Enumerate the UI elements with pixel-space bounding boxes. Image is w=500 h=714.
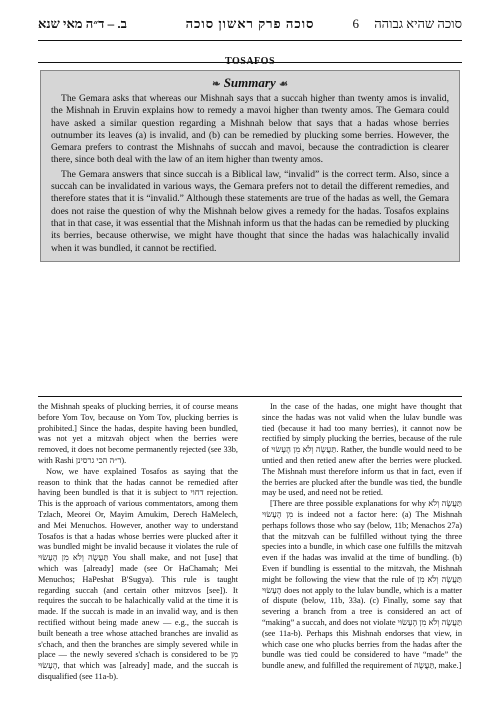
summary-paragraph: The Gemara answers that since succah is a Biblical law, “invalid” is the correct term. Also, since a succah can be invalidated in various ways, the Gemara prefers not to detail the different remedies, and therefore states that it is “invalid.” Although these statements are true of the hadas as well, the Gemara does not raise the question of why the Mishnah below gives a remedy for the hadas. Tosafos explains that in that case, it was essential that the Mishnah inform us that the hadas can be remedied by plucking its berries, because otherwise, we might have thought that since the hadas was halachically invalid when it was bundled, it cannot be rectified.: [51, 168, 449, 254]
header-center-title: סוכה פרק ראשון סוכה: [185, 16, 315, 31]
right-paragraph: In the case of the hadas, one might have thought that since the hadas was not valid when the lulav bundle was tied (because it had too many berries), it cannot now be rectified by simply plucking the berries, because of the rule of תַּעֲשֶׂה וְלֹא מִן הֶעָשׂוּי. Rather, the bundle would need to be untied and then retied anew after the berries were plucked. The Mishnah must therefore inform us that in fact, even if the berries are plucked after the bundle was tied, the bundle may be used, and need not be retied.: [262, 402, 462, 498]
summary-paragraph: The Gemara asks that whereas our Mishnah says that a succah higher than twenty amos is invalid, the Mishnah in Eruvin explains how to remedy a mavoi higher than twenty amos. The Gemara could have asked a similar question regarding a Mishnah below that says that a hadas whose berries outnumber its leaves (a) is invalid, and (b) can be remedied by plucking some berries. However, the Gemara prefers to contrast the Mishnahs of succah and mavoi, because the contradiction is clearer there, since both deal with the law of an item higher than twenty amos.: [51, 93, 449, 166]
ornament-left-icon: ❧: [212, 79, 221, 90]
running-header: [38, 16, 462, 36]
page-number: 6: [352, 16, 359, 31]
left-column: [38, 402, 238, 683]
header-left-reference: ב. – ד״ה מאי שנא: [38, 16, 127, 31]
summary-box: [40, 70, 460, 262]
header-right-hebrew: סוכה שהיא גבוהה: [374, 16, 462, 31]
section-label: TOSAFOS: [225, 56, 275, 67]
summary-title: [51, 75, 449, 91]
commentary-columns: [38, 402, 462, 702]
right-column: [262, 402, 462, 672]
commentary-rule: [38, 396, 462, 397]
summary-title-text: Summary: [223, 75, 276, 90]
left-paragraph: Now, we have explained Tosafos as saying that the reason to think that the hadas cannot be remedied after having been bundled is that it is subject to דחוי rejection. This is the approach of various commentators, among them Tzlach, Meorei Or, Mayim Amukim, Derech HaMelech, and Mei Menuchos. However, another way to understand Tosafos is that a hadas whose berries were plucked after it was bundled might be invalid because it violates the rule of תַּעֲשֶׂה וְלֹא מִן הֶעָשׂוּי You shall make, and not [use] that which was [already] made (see Or HaChamah; Mei Menuchos; HaPeshat B'Sugya). This rule is taught regarding succah (and certain other mitzvos [see]). It requires the succah to be halachically valid at the time it is made. If the succah is made in an invalid way, and is then rectified without being made anew — e.g., the succah is built beneath a tree whose attached branches are invalid as s'chach, and then the branches are simply severed while in place — the newly severed s'chach is considered to be מִן הֶעָשׂוּי, that which was [already] made, and the succah is disqualified (see 11a-b).: [38, 466, 239, 681]
right-paragraph: [There are three possible explanations for why תַּעֲשֶׂה וְלֹא מִן הֶעָשׂוּי is indeed not a factor here: (a) The Mishnah perhaps follows those who say (below, 11b; Menachos 27a) that the mitzvah can be fulfilled without tying the three species into a bundle, in which case one fulfills the mitzvah even if the hadas was invalid at the time of bundling. (b) Even if bundling is essential to the mitzvah, the Mishnah might be following the view that the rule of תַּעֲשֶׂה וְלֹא מִן הֶעָשׂוּי does not apply to the lulav bundle, which is a matter of dispute (below, 11b, 33a). (c) Finally, some say that severing a branch from a tree is considered an act of “making” a succah, and does not violate תַּעֲשֶׂה וְלֹא מִן הֶעָשׂוּי (see 11a-b). Perhaps this Mishnah endorses that view, in which case one who plucks berries from the hadas after the bundle was tied could be considered to have “made” the bundle anew, and fulfilled the requirement of תַּעֲשֶׂה, make.]: [262, 499, 463, 671]
header-rule: [38, 40, 462, 41]
left-paragraph: the Mishnah speaks of plucking berries, it of course means before Yom Tov, because on Yom Tov, plucking berries is prohibited.] Since the hadas, despite having been bundled, was not yet a mitzvah object when the berries were removed, it does not become permanently rejected (see 33b, with Rashi ד״ה הכי גרסינן).: [38, 402, 238, 465]
ornament-right-icon: ☙: [278, 79, 288, 90]
header-right: [340, 16, 462, 32]
